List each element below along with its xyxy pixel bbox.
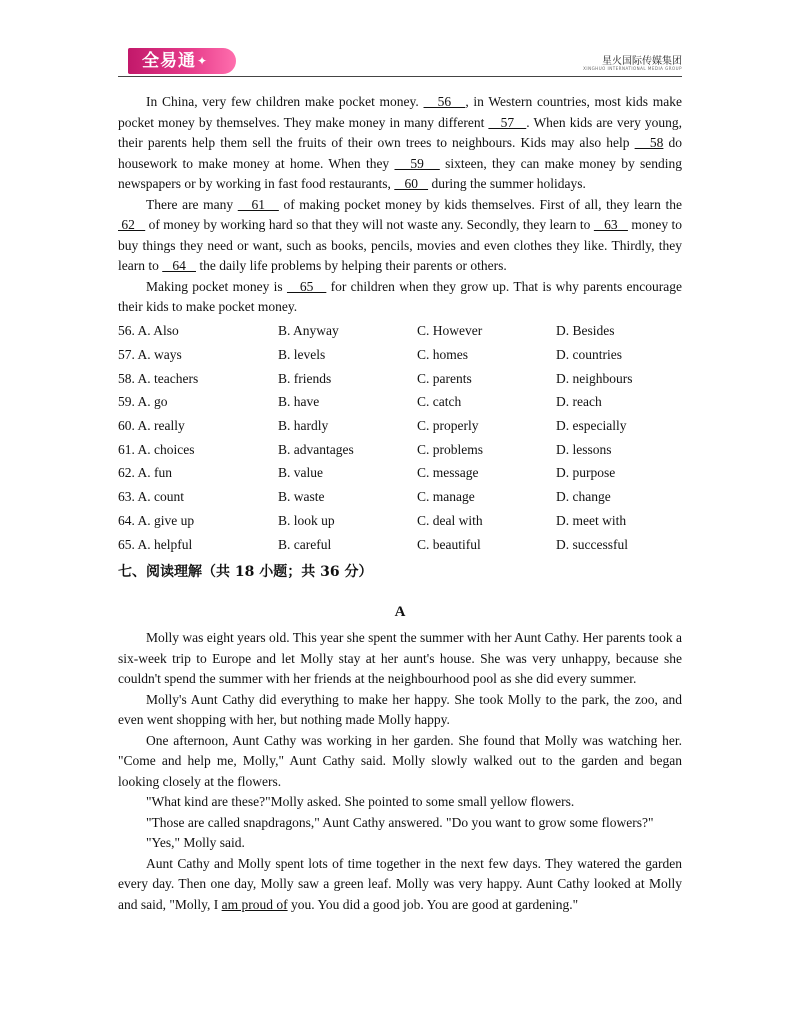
option-a: 60. A. really xyxy=(118,418,185,434)
cloze-text: do housework to make money at home. When they xyxy=(118,135,682,171)
option-row-63 xyxy=(118,485,682,509)
option-b: B. waste xyxy=(278,489,325,505)
answer-blank: 57 xyxy=(488,114,527,130)
option-a: 59. A. go xyxy=(118,394,168,410)
passage-paragraph: Molly's Aunt Cathy did everything to make her happy. She took Molly to the park, the zoo, and even went shopping with her, but nothing made Molly happy. xyxy=(118,691,682,728)
answer-blank: 65 xyxy=(286,278,327,294)
option-d: D. meet with xyxy=(556,512,627,528)
passage-paragraph: Molly was eight years old. This year she spent the summer with her Aunt Cathy. Her parents took a six-week trip to Europe and let Molly stay at her aunt's house. She was very unhappy, because she couldn't spend the summer with her friends at the neighbourhood pool as she did every summer. xyxy=(118,630,682,687)
passage-paragraph-last xyxy=(118,854,682,916)
option-d: D. successful xyxy=(556,536,628,552)
option-c: C. However xyxy=(417,323,483,339)
answer-blank: 58 xyxy=(634,135,664,150)
cloze-text: for children when they grow up. That is why parents encourage their kids to make pocket money. xyxy=(118,278,682,314)
cloze-text: . When kids are very young, their parents help them sell the fruits of their own trees to neighbours. Kids may also help xyxy=(118,114,683,150)
option-b: B. look up xyxy=(278,512,335,528)
option-b: B. hardly xyxy=(278,418,329,434)
logo-text: 全易通 xyxy=(142,51,196,71)
option-d: D. reach xyxy=(556,394,602,410)
section-heading: 七、阅读理解（共 18 小题；共 36 分） xyxy=(118,564,373,581)
answer-blank: 64 xyxy=(162,258,196,273)
passage-text: Aunt Cathy and Molly spent lots of time together in the next few days. They watered the garden every day. Then one day, Molly saw a green leaf. Molly was very happy. Aunt Cathy looked at Molly and said, "Molly, I xyxy=(118,855,682,912)
answer-blank: 59 xyxy=(394,155,440,171)
passage-paragraph: "Those are called snapdragons," Aunt Cathy answered. "Do you want to grow some flowers?" xyxy=(146,814,654,830)
cloze-text: , in Western countries, most kids make pocket money by themselves. They make money in many different xyxy=(118,94,682,130)
option-d: D. change xyxy=(556,489,611,505)
publisher-subtitle: XINGHUO INTERNATIONAL MEDIA GROUP xyxy=(583,66,682,71)
cloze-paragraph-1 xyxy=(118,92,682,195)
option-c: C. message xyxy=(417,465,479,481)
header-divider xyxy=(118,76,682,77)
option-d: D. especially xyxy=(556,418,627,434)
option-c: C. parents xyxy=(417,370,472,386)
page-header xyxy=(118,44,682,78)
option-row-60 xyxy=(118,414,682,438)
option-b: B. Anyway xyxy=(278,323,339,339)
option-a: 64. A. give up xyxy=(118,512,195,528)
option-c: C. properly xyxy=(417,418,479,434)
cloze-text: of making pocket money by kids themselves. First of all, they learn the xyxy=(278,196,683,212)
star-icon: ✦ xyxy=(197,54,209,68)
option-b: B. levels xyxy=(278,347,326,363)
cloze-options xyxy=(118,320,682,557)
option-a: 58. A. teachers xyxy=(118,370,199,386)
option-a: 62. A. fun xyxy=(118,465,172,481)
document-body xyxy=(118,92,682,915)
option-b: B. have xyxy=(278,394,320,410)
option-row-56 xyxy=(118,320,682,344)
option-d: D. neighbours xyxy=(556,370,633,386)
cloze-text: the daily life problems by helping their parents or others. xyxy=(195,258,507,273)
option-row-57 xyxy=(118,343,682,367)
publisher-name: 星火国际传媒集团 xyxy=(602,56,682,67)
option-d: D. lessons xyxy=(556,441,612,457)
option-c: C. manage xyxy=(417,489,475,505)
option-d: D. Besides xyxy=(556,323,615,339)
cloze-text: There are many xyxy=(146,196,238,212)
brand-logo xyxy=(128,48,236,74)
answer-blank: 61 xyxy=(237,196,279,212)
option-c: C. deal with xyxy=(417,512,483,528)
option-row-65 xyxy=(118,533,682,557)
option-row-62 xyxy=(118,462,682,486)
answer-blank: 60 xyxy=(394,176,429,191)
passage-paragraph: "Yes," Molly said. xyxy=(146,835,245,851)
answer-blank: 62 xyxy=(118,217,146,232)
option-c: C. problems xyxy=(417,441,483,457)
option-b: B. value xyxy=(278,465,323,481)
underlined-phrase: am proud of xyxy=(221,896,288,912)
passage-paragraph: "What kind are these?"Molly asked. She pointed to some small yellow flowers. xyxy=(146,794,575,810)
option-d: D. countries xyxy=(556,347,622,363)
answer-blank: 56 xyxy=(423,94,466,109)
option-row-59 xyxy=(118,391,682,415)
option-a: 65. A. helpful xyxy=(118,536,193,552)
cloze-paragraph-3 xyxy=(118,277,682,318)
passage-label: A xyxy=(394,604,406,621)
option-row-58 xyxy=(118,367,682,391)
cloze-text: sixteen, they can make money by sending newspapers or by working in fast food restaurants, xyxy=(118,155,682,191)
option-c: C. homes xyxy=(417,347,469,363)
option-d: D. purpose xyxy=(556,465,616,481)
cloze-text: In China, very few children make pocket money. xyxy=(146,94,424,109)
option-c: C. beautiful xyxy=(417,536,481,552)
option-b: B. friends xyxy=(278,370,332,386)
cloze-text: of money by working hard so that they will not waste any. Secondly, they learn to xyxy=(145,217,594,232)
option-b: B. careful xyxy=(278,536,332,552)
option-a: 56. A. Also xyxy=(118,323,179,339)
cloze-text: money to buy things they need or want, such as books, pencils, movies and even clothes they like. Thirdly, they learn to xyxy=(118,217,683,273)
option-row-61 xyxy=(118,438,682,462)
option-c: C. catch xyxy=(417,394,462,410)
option-row-64 xyxy=(118,509,682,533)
option-a: 57. A. ways xyxy=(118,347,182,363)
cloze-paragraph-2 xyxy=(118,195,682,277)
cloze-text: Making pocket money is xyxy=(146,278,287,294)
option-b: B. advantages xyxy=(278,441,354,457)
passage-text: you. You did a good job. You are good at gardening." xyxy=(287,896,579,912)
option-a: 63. A. count xyxy=(118,489,184,505)
answer-blank: 63 xyxy=(593,217,628,232)
cloze-text: during the summer holidays. xyxy=(428,176,586,191)
passage-paragraph: One afternoon, Aunt Cathy was working in her garden. She found that Molly was watching her. "Come and help me, Molly," Aunt Cathy said. Molly slowly walked out to the garden and began looking closely at the flowers. xyxy=(118,732,682,789)
option-a: 61. A. choices xyxy=(118,441,195,457)
